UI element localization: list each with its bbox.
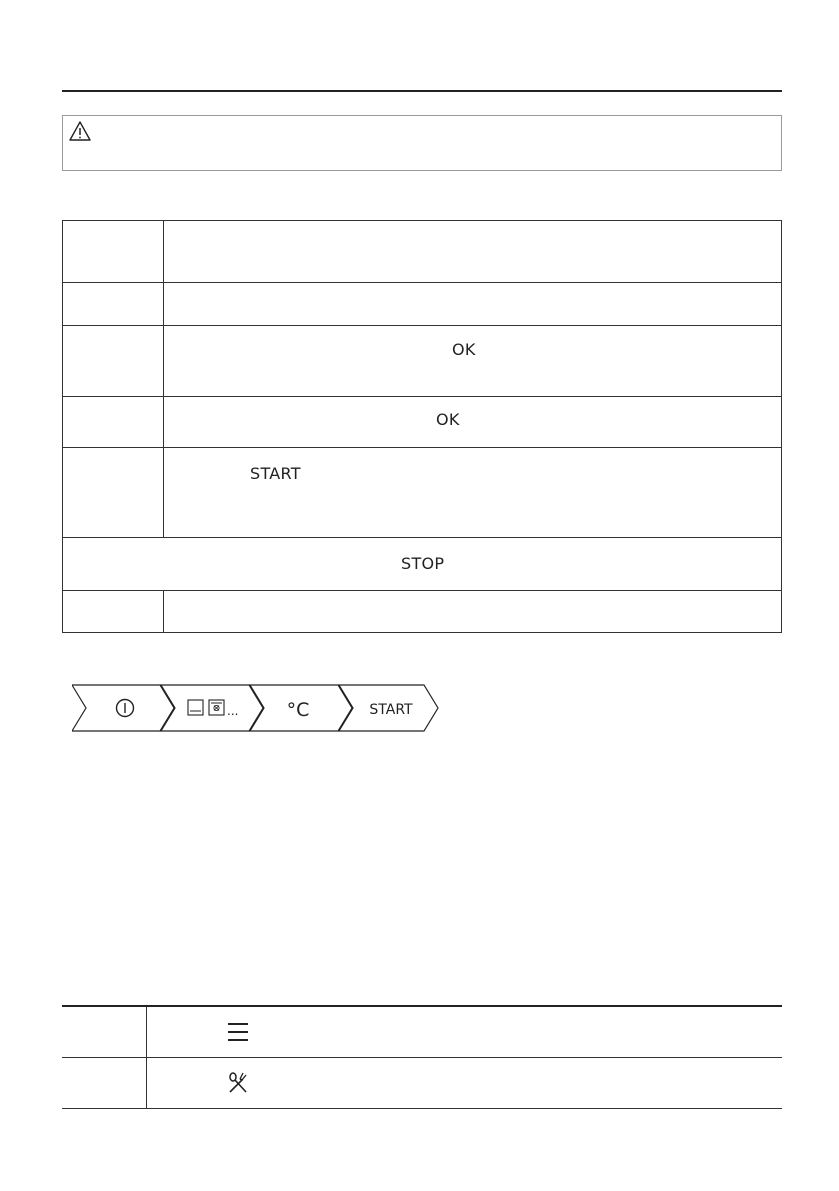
ok-label: OK bbox=[452, 340, 476, 359]
step-number-cell bbox=[63, 326, 164, 397]
step-number-cell bbox=[63, 283, 164, 326]
step-number-cell bbox=[63, 221, 164, 283]
step-text-cell bbox=[164, 221, 782, 283]
table-row bbox=[63, 221, 782, 283]
table-row bbox=[63, 326, 782, 397]
start-label: START bbox=[369, 702, 413, 718]
step-number-cell bbox=[63, 397, 164, 448]
menu-text-cell bbox=[147, 1058, 783, 1109]
step-text-cell bbox=[164, 448, 782, 538]
step-text-cell bbox=[164, 283, 782, 326]
menu-step-cell bbox=[62, 1058, 147, 1109]
steps-table bbox=[62, 220, 782, 633]
start-label: START bbox=[250, 464, 301, 483]
table-row bbox=[63, 448, 782, 538]
flow-step-temperature bbox=[250, 685, 352, 731]
ok-label: OK bbox=[436, 410, 460, 429]
menu-step-cell bbox=[62, 1006, 147, 1058]
flow-step-function bbox=[161, 685, 263, 731]
flow-diagram bbox=[72, 684, 442, 734]
more-functions-ellipsis: ... bbox=[227, 704, 239, 718]
step-text-cell bbox=[164, 591, 782, 633]
warning-box bbox=[62, 115, 782, 171]
step-text-cell bbox=[164, 397, 782, 448]
cutlery-icon bbox=[227, 1072, 249, 1094]
menu-table bbox=[62, 1005, 782, 1109]
step-text-cell bbox=[164, 326, 782, 397]
step-number-cell bbox=[63, 448, 164, 538]
full-width-cell bbox=[63, 538, 782, 591]
table-row bbox=[62, 1058, 782, 1109]
top-rule bbox=[62, 90, 782, 92]
warning-icon bbox=[68, 120, 92, 142]
menu-icon bbox=[227, 1021, 249, 1043]
table-row bbox=[62, 1006, 782, 1058]
step-number-cell bbox=[63, 591, 164, 633]
table-row bbox=[63, 283, 782, 326]
menu-text-cell bbox=[147, 1006, 783, 1058]
flow-step-power bbox=[72, 685, 174, 731]
table-row bbox=[63, 397, 782, 448]
flow-step-start bbox=[339, 685, 438, 731]
temperature-label: °C bbox=[286, 699, 310, 721]
stop-label: STOP bbox=[401, 554, 445, 573]
table-row bbox=[63, 591, 782, 633]
table-row bbox=[63, 538, 782, 591]
